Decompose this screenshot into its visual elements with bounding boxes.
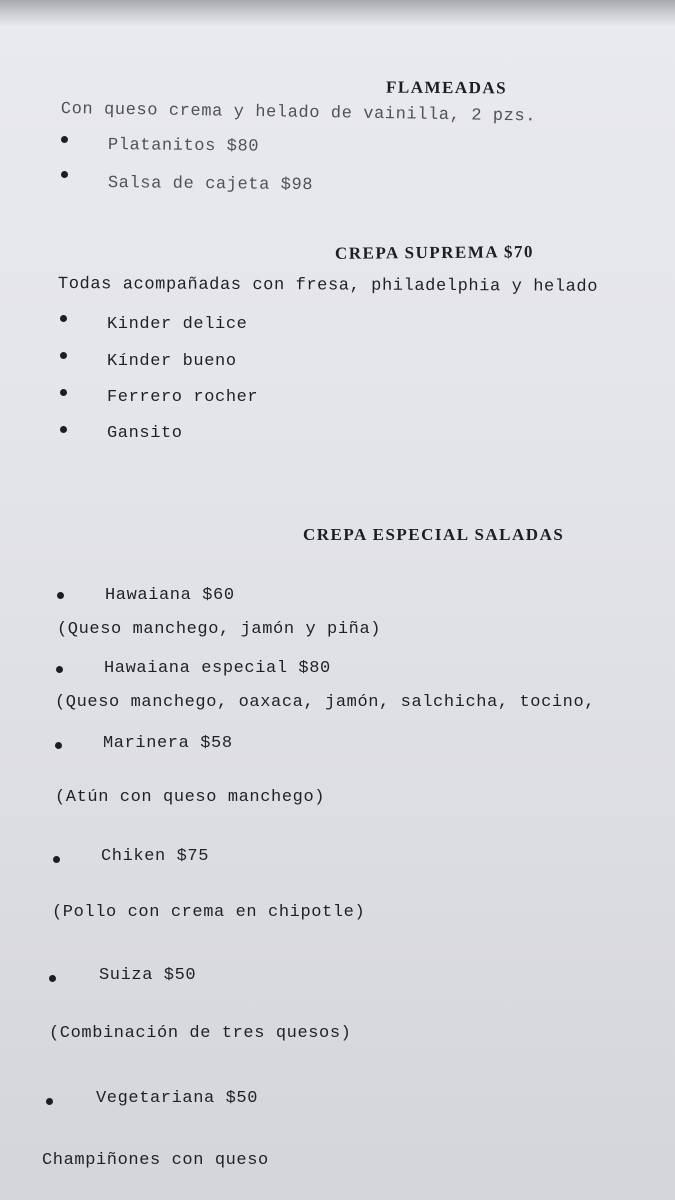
bullet-icon — [46, 1098, 53, 1105]
bullet-icon — [60, 426, 67, 433]
section-subtitle-flameadas: Con queso crema y helado de vainilla, 2 pzs. — [60, 100, 537, 127]
list-item-hawaiana: Hawaiana $60 — [105, 586, 235, 605]
item-description-vegetariana: Champiñones con queso — [42, 1151, 269, 1170]
bullet-icon — [61, 136, 68, 143]
section-title-flameadas: FLAMEADAS — [385, 77, 508, 98]
list-item-salsa-cajeta: Salsa de cajeta $98 — [107, 174, 314, 196]
bullet-icon — [60, 315, 67, 322]
list-item-ferrero-rocher: Ferrero rocher — [107, 388, 259, 407]
bullet-icon — [55, 742, 62, 749]
item-description-hawaiana: (Queso manchego, jamón y piña) — [57, 620, 382, 639]
item-description-chiken: (Pollo con crema en chipotle) — [52, 903, 366, 922]
bullet-icon — [60, 352, 67, 359]
bullet-icon — [53, 856, 60, 863]
item-description-suiza: (Combinación de tres quesos) — [49, 1024, 352, 1043]
bullet-icon — [61, 171, 68, 178]
list-item-kinder-bueno: Kínder bueno — [107, 352, 237, 371]
bullet-icon — [49, 975, 56, 982]
bullet-icon — [56, 666, 63, 673]
section-title-crepa-suprema: CREPA SUPREMA $70 — [334, 242, 535, 263]
bullet-icon — [60, 389, 67, 396]
list-item-vegetariana: Vegetariana $50 — [96, 1089, 259, 1108]
section-title-crepa-especial-saladas: CREPA ESPECIAL SALADAS — [303, 525, 565, 544]
list-item-kinder-delice: Kinder delice — [107, 315, 248, 334]
item-description-hawaiana-especial: (Queso manchego, oaxaca, jamón, salchicha, tocino, — [55, 693, 596, 712]
page-top-shadow — [0, 0, 675, 26]
list-item-chiken: Chiken $75 — [101, 847, 210, 866]
list-item-hawaiana-especial: Hawaiana especial $80 — [104, 659, 331, 678]
bullet-icon — [57, 592, 64, 599]
list-item-marinera: Marinera $58 — [103, 734, 233, 753]
list-item-gansito: Gansito — [107, 424, 183, 443]
item-description-marinera: (Atún con queso manchego) — [55, 788, 326, 807]
list-item-platanitos: Platanitos $80 — [107, 136, 260, 157]
list-item-suiza: Suiza $50 — [99, 966, 197, 985]
section-subtitle-crepa-suprema: Todas acompañadas con fresa, philadelphia y helado — [57, 275, 599, 297]
